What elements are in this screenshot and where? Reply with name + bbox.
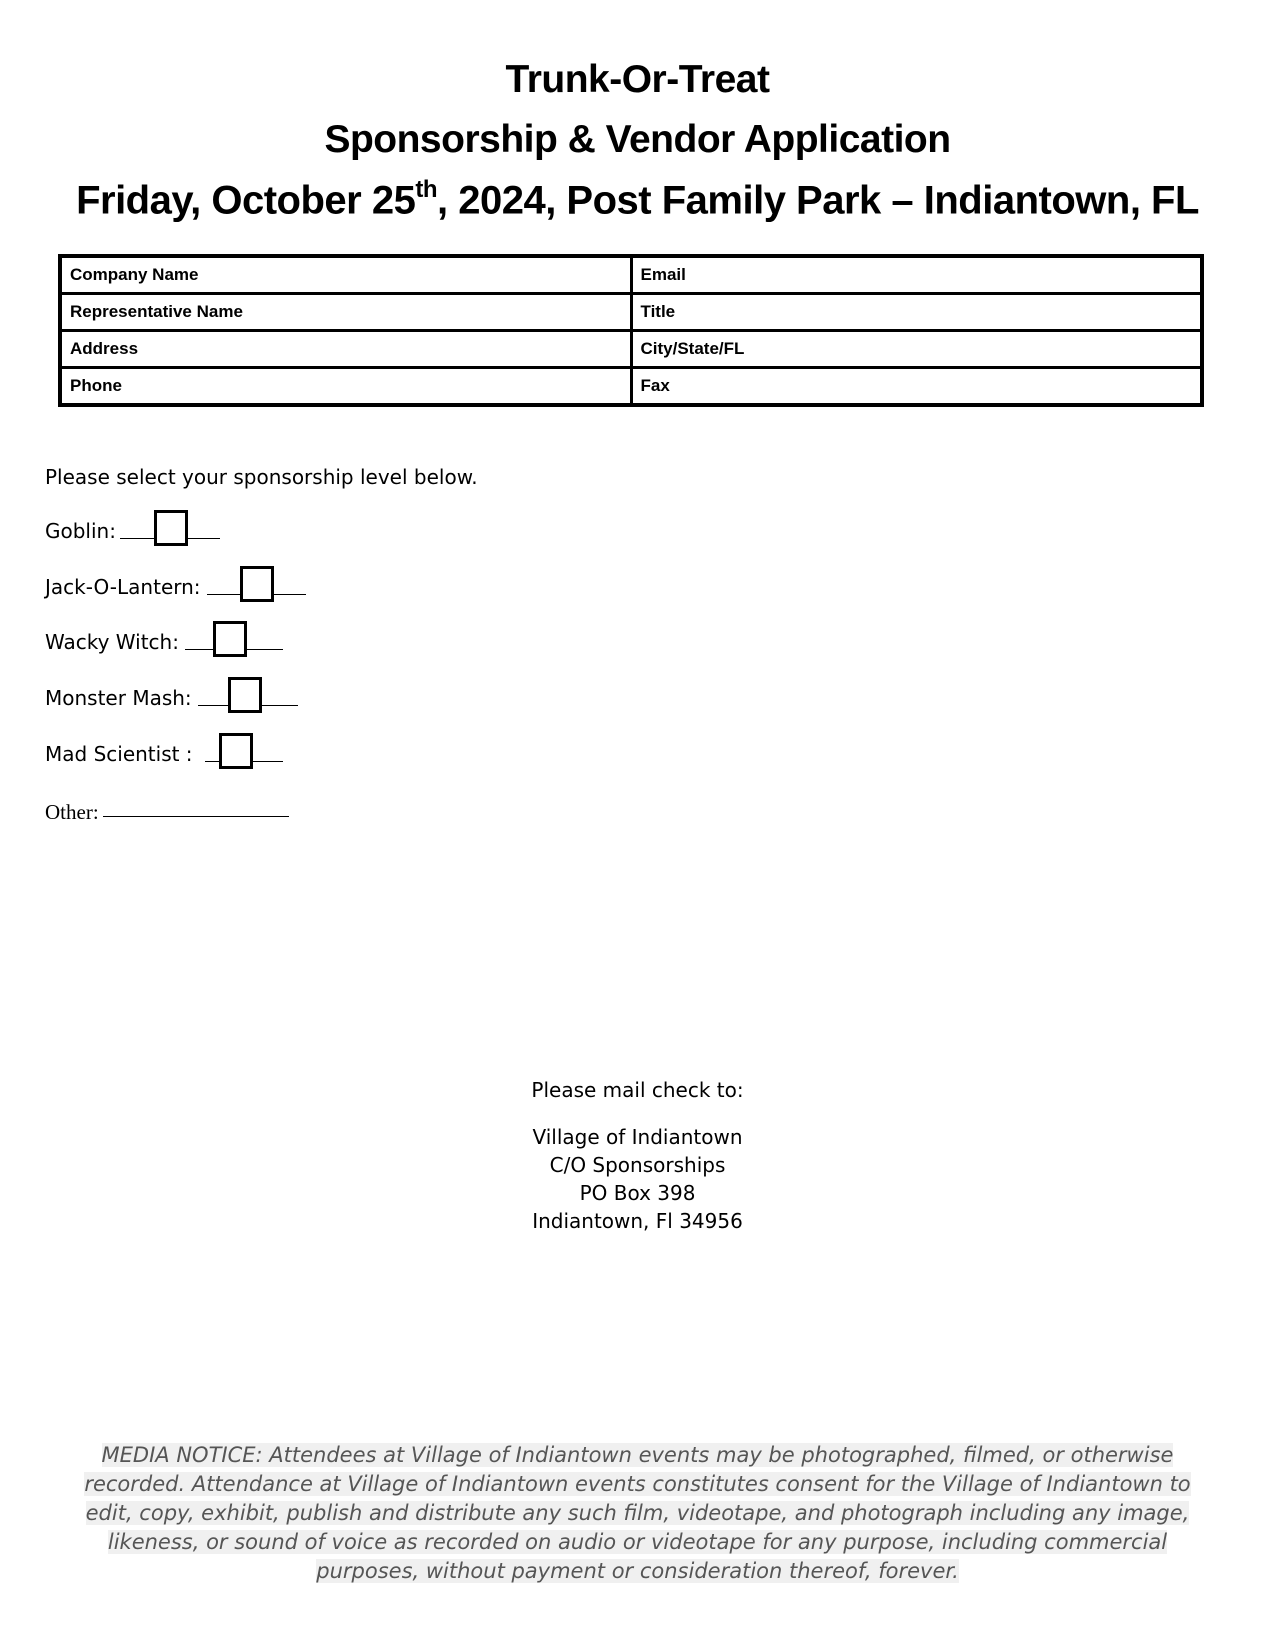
level-monster-mash [45,677,298,710]
level-label: Monster Mash: [45,686,192,710]
level-mad-scientist [45,733,283,766]
level-jack-o-lantern [45,566,306,599]
title-line-2: Sponsorship & Vendor Application [324,118,951,161]
level-label: Jack-O-Lantern: [45,575,201,599]
blank-line [247,648,283,650]
title-field[interactable]: Title [631,294,1202,331]
media-notice-line: purposes, without payment or consideration thereof, forever. [316,1559,959,1583]
level-label: Mad Scientist : [45,742,193,766]
media-notice-line: likeness, or sound of voice as recorded on audio or videotape for any purpose, including commercial [107,1530,1168,1554]
blank-line [120,537,154,539]
title-line-1: Trunk-Or-Treat [505,58,770,101]
table-row [60,256,1202,294]
other-label: Other: [45,800,99,824]
blank-line [207,593,240,595]
blank-line [198,704,228,706]
email-field[interactable]: Email [631,256,1202,294]
mail-address-line: PO Box 398 [579,1181,696,1205]
title-date-suffix: th [415,176,437,203]
jack-o-lantern-checkbox[interactable] [240,566,274,602]
table-row [60,331,1202,368]
monster-mash-checkbox[interactable] [228,677,262,713]
mail-heading: Please mail check to: [531,1078,744,1102]
media-notice-line: recorded. Attendance at Village of Indiantown events constitutes consent for the Village of Indiantown to [84,1472,1191,1496]
sponsorship-instruction: Please select your sponsorship level below. [45,465,478,489]
city-state-field[interactable]: City/State/FL [631,331,1202,368]
other-input-line[interactable] [103,816,289,817]
title-date: Friday, October 25 [76,178,416,223]
fax-field[interactable]: Fax [631,368,1202,406]
other-level [45,800,289,825]
representative-name-field[interactable]: Representative Name [60,294,631,331]
goblin-checkbox[interactable] [154,510,188,546]
contact-info-table [58,254,1204,407]
mail-address-line: Indiantown, Fl 34956 [532,1209,743,1233]
level-label: Goblin: [45,519,116,543]
blank-line [185,648,213,650]
title-location: , 2024, Post Family Park – Indiantown, FL [436,178,1199,223]
level-wacky-witch [45,621,283,654]
blank-line [205,760,219,762]
media-notice-line: edit, copy, exhibit, publish and distribute any such film, videotape, and photograph including any image, [85,1501,1190,1525]
company-name-field[interactable]: Company Name [60,256,631,294]
mail-address-line: C/O Sponsorships [549,1153,726,1177]
blank-line [262,704,298,706]
phone-field[interactable]: Phone [60,368,631,406]
table-row [60,368,1202,406]
table-row [60,294,1202,331]
blank-line [274,593,306,595]
mail-address-line: Village of Indiantown [532,1125,743,1149]
mad-scientist-checkbox[interactable] [219,733,253,769]
media-notice [55,1441,1220,1586]
media-notice-line: MEDIA NOTICE: Attendees at Village of Indiantown events may be photographed, filmed, or otherwise [101,1443,1174,1467]
level-label: Wacky Witch: [45,630,179,654]
blank-line [253,760,283,762]
wacky-witch-checkbox[interactable] [213,621,247,657]
address-field[interactable]: Address [60,331,631,368]
blank-line [188,537,220,539]
title-line-3 [0,178,1275,223]
level-goblin [45,510,220,543]
